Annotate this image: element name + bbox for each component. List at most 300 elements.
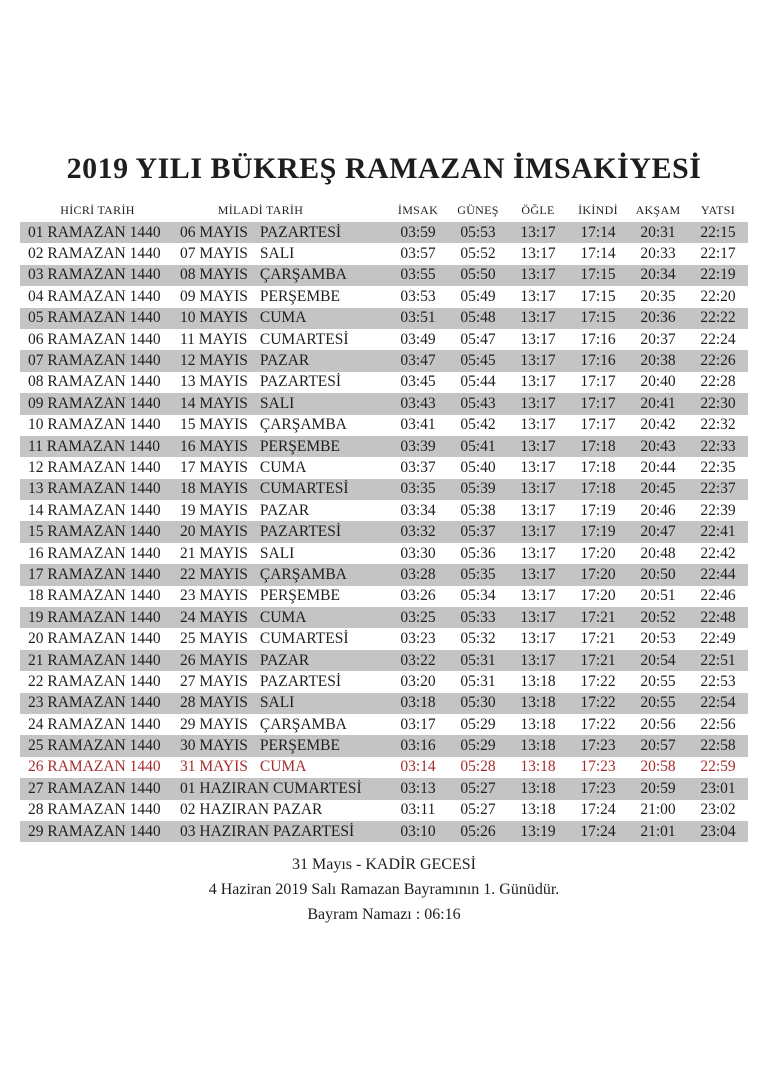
miladi-date-cell (175, 758, 388, 776)
aksam-time-cell: 20:59 (640, 779, 676, 797)
miladi-date-cell (175, 587, 388, 605)
yatsi-time-cell: 22:28 (700, 373, 736, 391)
ikindi-time-cell: 17:17 (580, 373, 616, 391)
table-row (20, 500, 748, 521)
miladi-day-number: 13 MAYIS (180, 373, 248, 391)
gunes-time-cell: 05:28 (460, 758, 496, 776)
gunes-time-cell: 05:45 (460, 352, 496, 370)
imsak-time-cell: 03:55 (400, 266, 436, 284)
yatsi-time-cell: 23:04 (700, 822, 736, 840)
yatsi-time-cell: 22:39 (700, 501, 736, 519)
miladi-day-number: 23 MAYIS (180, 587, 248, 605)
yatsi-time-cell: 22:32 (700, 416, 736, 434)
ikindi-time-cell: 17:19 (580, 501, 616, 519)
hicri-date-cell: 09 RAMAZAN 1440 (28, 394, 161, 412)
ikindi-time-cell: 17:19 (580, 523, 616, 541)
ikindi-time-cell: 17:21 (580, 608, 616, 626)
gunes-time-cell: 05:49 (460, 287, 496, 305)
miladi-day-number: 25 MAYIS (180, 630, 248, 648)
ogle-time-cell: 13:17 (520, 587, 556, 605)
miladi-date-cell (175, 395, 388, 413)
aksam-time-cell: 20:46 (640, 501, 676, 519)
miladi-day-number: 18 MAYIS (180, 480, 248, 498)
weekday-name: PAZARTESİ (273, 822, 355, 840)
table-row (20, 372, 748, 393)
imsak-time-cell: 03:57 (400, 245, 436, 263)
imsak-time-cell: 03:53 (400, 287, 436, 305)
hicri-date-cell: 15 RAMAZAN 1440 (28, 523, 161, 541)
table-row (20, 564, 748, 585)
miladi-day-number: 28 MAYIS (180, 694, 248, 712)
weekday-name: PAZARTESİ (259, 523, 342, 541)
imsak-time-cell: 03:25 (400, 608, 436, 626)
table-row (20, 479, 748, 500)
ogle-time-cell: 13:17 (520, 437, 556, 455)
ikindi-time-cell: 17:23 (580, 779, 616, 797)
miladi-day-number: 30 MAYIS (180, 737, 248, 755)
ikindi-time-cell: 17:14 (580, 245, 616, 263)
table-row (20, 308, 748, 329)
miladi-date-cell (175, 801, 388, 819)
aksam-time-cell: 20:34 (640, 266, 676, 284)
hicri-date-cell: 11 RAMAZAN 1440 (28, 437, 161, 455)
weekday-name: PAZARTESİ (259, 223, 342, 241)
miladi-date-cell (175, 480, 388, 498)
weekday-name: ÇARŞAMBA (259, 416, 347, 434)
col-header-hicri-tarih: HİCRİ TARİH (60, 203, 135, 217)
page-title: 2019 YILI BÜKREŞ RAMAZAN İMSAKİYESİ (66, 152, 702, 185)
imsak-time-cell: 03:39 (400, 437, 436, 455)
aksam-time-cell: 20:43 (640, 437, 676, 455)
table-row (20, 329, 748, 350)
imsak-time-cell: 03:28 (400, 565, 436, 583)
kadir-gecesi-note: 31 Mayıs - KADİR GECESİ (292, 856, 476, 873)
imsak-time-cell: 03:41 (400, 416, 436, 434)
ogle-time-cell: 13:18 (520, 694, 556, 712)
hicri-date-cell: 21 RAMAZAN 1440 (28, 651, 161, 669)
yatsi-time-cell: 23:01 (700, 779, 736, 797)
ikindi-time-cell: 17:21 (580, 630, 616, 648)
ogle-time-cell: 13:17 (520, 565, 556, 583)
ogle-time-cell: 13:17 (520, 651, 556, 669)
imsak-time-cell: 03:13 (400, 779, 436, 797)
imsak-time-cell: 03:23 (400, 630, 436, 648)
miladi-day-number: 01 HAZIRAN (180, 779, 270, 797)
hicri-date-cell: 26 RAMAZAN 1440 (28, 758, 161, 776)
col-header-yatsi: YATSI (700, 203, 736, 217)
col-header-ogle: ÖĞLE (521, 203, 555, 217)
aksam-time-cell: 21:01 (640, 822, 676, 840)
hicri-date-cell: 20 RAMAZAN 1440 (28, 630, 161, 648)
weekday-name: CUMARTESİ (259, 480, 349, 498)
weekday-name: ÇARŞAMBA (259, 565, 347, 583)
ikindi-time-cell: 17:16 (580, 330, 616, 348)
gunes-time-cell: 05:33 (460, 608, 496, 626)
aksam-time-cell: 20:35 (640, 287, 676, 305)
ikindi-time-cell: 17:24 (580, 801, 616, 819)
weekday-name: PERŞEMBE (259, 737, 340, 755)
imsak-time-cell: 03:26 (400, 587, 436, 605)
weekday-name: PERŞEMBE (259, 587, 340, 605)
ikindi-time-cell: 17:23 (580, 737, 616, 755)
ikindi-time-cell: 17:22 (580, 715, 616, 733)
aksam-time-cell: 20:52 (640, 608, 676, 626)
yatsi-time-cell: 22:17 (700, 245, 736, 263)
hicri-date-cell: 12 RAMAZAN 1440 (28, 458, 161, 476)
weekday-name: SALI (259, 544, 295, 562)
hicri-date-cell: 24 RAMAZAN 1440 (28, 715, 161, 733)
imsak-time-cell: 03:37 (400, 458, 436, 476)
yatsi-time-cell: 22:30 (700, 394, 736, 412)
ogle-time-cell: 13:18 (520, 779, 556, 797)
ikindi-time-cell: 17:20 (580, 587, 616, 605)
imsak-time-cell: 03:49 (400, 330, 436, 348)
imsak-time-cell: 03:47 (400, 352, 436, 370)
gunes-time-cell: 05:35 (460, 565, 496, 583)
hicri-date-cell: 07 RAMAZAN 1440 (28, 352, 161, 370)
table-header-row (20, 199, 748, 222)
miladi-date-cell (175, 438, 388, 456)
ogle-time-cell: 13:17 (520, 352, 556, 370)
miladi-day-number: 20 MAYIS (180, 523, 248, 541)
miladi-day-number: 17 MAYIS (180, 458, 248, 476)
miladi-date-cell (175, 523, 388, 541)
gunes-time-cell: 05:52 (460, 245, 496, 263)
hicri-date-cell: 19 RAMAZAN 1440 (28, 608, 161, 626)
table-row (20, 243, 748, 264)
bayram-namazi-note: Bayram Namazı : 06:16 (307, 906, 461, 923)
table-row (20, 671, 748, 692)
table-row (20, 393, 748, 414)
ogle-time-cell: 13:19 (520, 822, 556, 840)
miladi-day-number: 21 MAYIS (180, 544, 248, 562)
imsak-time-cell: 03:51 (400, 309, 436, 327)
weekday-name: ÇARŞAMBA (259, 715, 347, 733)
aksam-time-cell: 20:42 (640, 416, 676, 434)
imsak-time-cell: 03:10 (400, 822, 436, 840)
weekday-name: PAZAR (259, 501, 310, 519)
table-row (20, 350, 748, 371)
aksam-time-cell: 20:57 (640, 737, 676, 755)
miladi-day-number: 08 MAYIS (180, 266, 248, 284)
miladi-date-cell (175, 459, 388, 477)
gunes-time-cell: 05:53 (460, 223, 496, 241)
hicri-date-cell: 22 RAMAZAN 1440 (28, 672, 161, 690)
miladi-day-number: 24 MAYIS (180, 608, 248, 626)
weekday-name: SALI (259, 694, 295, 712)
table-row (20, 800, 748, 821)
yatsi-time-cell: 22:56 (700, 715, 736, 733)
ikindi-time-cell: 17:22 (580, 694, 616, 712)
prayer-times-table (20, 199, 748, 842)
ogle-time-cell: 13:17 (520, 544, 556, 562)
aksam-time-cell: 20:54 (640, 651, 676, 669)
miladi-day-number: 11 MAYIS (180, 330, 248, 348)
aksam-time-cell: 20:51 (640, 587, 676, 605)
yatsi-time-cell: 22:51 (700, 651, 736, 669)
yatsi-time-cell: 22:44 (700, 565, 736, 583)
yatsi-time-cell: 22:24 (700, 330, 736, 348)
miladi-date-cell (175, 309, 388, 327)
hicri-date-cell: 28 RAMAZAN 1440 (28, 801, 161, 819)
table-row (20, 265, 748, 286)
table-row (20, 286, 748, 307)
gunes-time-cell: 05:27 (460, 801, 496, 819)
ogle-time-cell: 13:17 (520, 223, 556, 241)
yatsi-time-cell: 22:35 (700, 458, 736, 476)
ogle-time-cell: 13:17 (520, 501, 556, 519)
gunes-time-cell: 05:40 (460, 458, 496, 476)
gunes-time-cell: 05:31 (460, 672, 496, 690)
imsak-time-cell: 03:22 (400, 651, 436, 669)
gunes-time-cell: 05:36 (460, 544, 496, 562)
aksam-time-cell: 20:48 (640, 544, 676, 562)
aksam-time-cell: 20:44 (640, 458, 676, 476)
miladi-day-number: 31 MAYIS (180, 758, 248, 776)
gunes-time-cell: 05:29 (460, 715, 496, 733)
gunes-time-cell: 05:27 (460, 779, 496, 797)
imsak-time-cell: 03:11 (400, 801, 436, 819)
ogle-time-cell: 13:17 (520, 608, 556, 626)
imsak-time-cell: 03:35 (400, 480, 436, 498)
table-row (20, 821, 748, 842)
ikindi-time-cell: 17:20 (580, 544, 616, 562)
miladi-day-number: 26 MAYIS (180, 651, 248, 669)
col-header-miladi-tarih: MİLADİ TARİH (217, 203, 304, 217)
aksam-time-cell: 20:55 (640, 694, 676, 712)
imsak-time-cell: 03:32 (400, 523, 436, 541)
yatsi-time-cell: 22:26 (700, 352, 736, 370)
ikindi-time-cell: 17:15 (580, 309, 616, 327)
imsak-time-cell: 03:45 (400, 373, 436, 391)
miladi-day-number: 27 MAYIS (180, 672, 248, 690)
gunes-time-cell: 05:31 (460, 651, 496, 669)
table-row (20, 222, 748, 243)
gunes-time-cell: 05:48 (460, 309, 496, 327)
hicri-date-cell: 18 RAMAZAN 1440 (28, 587, 161, 605)
table-row (20, 457, 748, 478)
ogle-time-cell: 13:17 (520, 330, 556, 348)
imsak-time-cell: 03:14 (400, 758, 436, 776)
yatsi-time-cell: 22:54 (700, 694, 736, 712)
weekday-name: ÇARŞAMBA (259, 266, 347, 284)
ikindi-time-cell: 17:15 (580, 266, 616, 284)
miladi-date-cell (175, 288, 388, 306)
aksam-time-cell: 21:00 (640, 801, 676, 819)
aksam-time-cell: 20:41 (640, 394, 676, 412)
table-body (20, 222, 748, 842)
miladi-date-cell (175, 652, 388, 670)
miladi-day-number: 12 MAYIS (180, 352, 248, 370)
hicri-date-cell: 05 RAMAZAN 1440 (28, 309, 161, 327)
miladi-date-cell (175, 716, 388, 734)
aksam-time-cell: 20:58 (640, 758, 676, 776)
ikindi-time-cell: 17:22 (580, 672, 616, 690)
yatsi-time-cell: 22:42 (700, 544, 736, 562)
aksam-time-cell: 20:37 (640, 330, 676, 348)
table-row (20, 650, 748, 671)
table-row (20, 778, 748, 799)
ogle-time-cell: 13:17 (520, 416, 556, 434)
gunes-time-cell: 05:32 (460, 630, 496, 648)
weekday-name: PAZARTESİ (259, 672, 342, 690)
hicri-date-cell: 03 RAMAZAN 1440 (28, 266, 161, 284)
yatsi-time-cell: 22:58 (700, 737, 736, 755)
table-row (20, 757, 748, 778)
hicri-date-cell: 17 RAMAZAN 1440 (28, 565, 161, 583)
table-row (20, 586, 748, 607)
miladi-date-cell (175, 245, 388, 263)
table-row (20, 543, 748, 564)
hicri-date-cell: 14 RAMAZAN 1440 (28, 501, 161, 519)
miladi-day-number: 07 MAYIS (180, 245, 248, 263)
miladi-date-cell (175, 823, 388, 841)
ogle-time-cell: 13:17 (520, 266, 556, 284)
ikindi-time-cell: 17:17 (580, 416, 616, 434)
weekday-name: PAZAR (259, 352, 310, 370)
weekday-name: PAZARTESİ (259, 373, 342, 391)
hicri-date-cell: 02 RAMAZAN 1440 (28, 245, 161, 263)
miladi-date-cell (175, 737, 388, 755)
hicri-date-cell: 16 RAMAZAN 1440 (28, 544, 161, 562)
miladi-day-number: 10 MAYIS (180, 309, 248, 327)
hicri-date-cell: 01 RAMAZAN 1440 (28, 223, 161, 241)
gunes-time-cell: 05:26 (460, 822, 496, 840)
yatsi-time-cell: 22:53 (700, 672, 736, 690)
table-row (20, 607, 748, 628)
ogle-time-cell: 13:17 (520, 523, 556, 541)
weekday-name: SALI (259, 394, 295, 412)
aksam-time-cell: 20:53 (640, 630, 676, 648)
miladi-day-number: 14 MAYIS (180, 394, 248, 412)
miladi-day-number: 09 MAYIS (180, 287, 248, 305)
yatsi-time-cell: 22:41 (700, 523, 736, 541)
weekday-name: CUMA (259, 758, 307, 776)
aksam-time-cell: 20:47 (640, 523, 676, 541)
hicri-date-cell: 25 RAMAZAN 1440 (28, 737, 161, 755)
ogle-time-cell: 13:17 (520, 480, 556, 498)
aksam-time-cell: 20:40 (640, 373, 676, 391)
weekday-name: CUMARTESİ (273, 779, 362, 797)
miladi-date-cell (175, 502, 388, 520)
col-header-ikindi: İKİNDİ (578, 203, 618, 217)
hicri-date-cell: 13 RAMAZAN 1440 (28, 480, 161, 498)
ikindi-time-cell: 17:14 (580, 223, 616, 241)
hicri-date-cell: 23 RAMAZAN 1440 (28, 694, 161, 712)
weekday-name: CUMARTESİ (259, 330, 349, 348)
ikindi-time-cell: 17:24 (580, 822, 616, 840)
ogle-time-cell: 13:17 (520, 287, 556, 305)
table-row (20, 521, 748, 542)
aksam-time-cell: 20:36 (640, 309, 676, 327)
imsak-time-cell: 03:18 (400, 694, 436, 712)
hicri-date-cell: 27 RAMAZAN 1440 (28, 779, 161, 797)
aksam-time-cell: 20:31 (640, 223, 676, 241)
weekday-name: PERŞEMBE (259, 287, 340, 305)
miladi-date-cell (175, 331, 388, 349)
weekday-name: SALI (259, 245, 295, 263)
ikindi-time-cell: 17:23 (580, 758, 616, 776)
table-row (20, 628, 748, 649)
ikindi-time-cell: 17:16 (580, 352, 616, 370)
miladi-date-cell (175, 373, 388, 391)
gunes-time-cell: 05:43 (460, 394, 496, 412)
yatsi-time-cell: 22:15 (700, 223, 736, 241)
gunes-time-cell: 05:39 (460, 480, 496, 498)
ogle-time-cell: 13:17 (520, 245, 556, 263)
ogle-time-cell: 13:18 (520, 672, 556, 690)
aksam-time-cell: 20:45 (640, 480, 676, 498)
hicri-date-cell: 04 RAMAZAN 1440 (28, 287, 161, 305)
gunes-time-cell: 05:37 (460, 523, 496, 541)
imsak-time-cell: 03:20 (400, 672, 436, 690)
weekday-name: CUMARTESİ (259, 630, 349, 648)
miladi-day-number: 02 HAZIRAN (180, 801, 270, 819)
ogle-time-cell: 13:17 (520, 309, 556, 327)
ogle-time-cell: 13:17 (520, 458, 556, 476)
imsak-time-cell: 03:43 (400, 394, 436, 412)
aksam-time-cell: 20:55 (640, 672, 676, 690)
table-row (20, 714, 748, 735)
ogle-time-cell: 13:18 (520, 737, 556, 755)
ogle-time-cell: 13:18 (520, 715, 556, 733)
miladi-day-number: 29 MAYIS (180, 715, 248, 733)
gunes-time-cell: 05:44 (460, 373, 496, 391)
col-header-gunes: GÜNEŞ (457, 203, 499, 217)
ogle-time-cell: 13:17 (520, 394, 556, 412)
ikindi-time-cell: 17:20 (580, 565, 616, 583)
ogle-time-cell: 13:17 (520, 373, 556, 391)
weekday-name: PAZAR (259, 651, 310, 669)
imsak-time-cell: 03:17 (400, 715, 436, 733)
table-row (20, 693, 748, 714)
yatsi-time-cell: 22:37 (700, 480, 736, 498)
imsak-time-cell: 03:59 (400, 223, 436, 241)
gunes-time-cell: 05:50 (460, 266, 496, 284)
aksam-time-cell: 20:50 (640, 565, 676, 583)
gunes-time-cell: 05:38 (460, 501, 496, 519)
miladi-day-number: 19 MAYIS (180, 501, 248, 519)
yatsi-time-cell: 22:33 (700, 437, 736, 455)
miladi-date-cell (175, 352, 388, 370)
weekday-name: CUMA (259, 608, 307, 626)
miladi-date-cell (175, 673, 388, 691)
footer-notes (0, 852, 768, 927)
gunes-time-cell: 05:41 (460, 437, 496, 455)
ikindi-time-cell: 17:17 (580, 394, 616, 412)
table-row (20, 415, 748, 436)
table-row (20, 436, 748, 457)
miladi-date-cell (175, 566, 388, 584)
yatsi-time-cell: 23:02 (700, 801, 736, 819)
imsak-time-cell: 03:34 (400, 501, 436, 519)
aksam-time-cell: 20:33 (640, 245, 676, 263)
miladi-date-cell (175, 609, 388, 627)
weekday-name: PERŞEMBE (259, 437, 340, 455)
miladi-day-number: 06 MAYIS (180, 223, 248, 241)
imsak-time-cell: 03:16 (400, 737, 436, 755)
col-header-imsak: İMSAK (397, 203, 439, 217)
miladi-date-cell (175, 224, 388, 242)
yatsi-time-cell: 22:48 (700, 608, 736, 626)
miladi-date-cell (175, 416, 388, 434)
gunes-time-cell: 05:29 (460, 737, 496, 755)
miladi-date-cell (175, 694, 388, 712)
yatsi-time-cell: 22:49 (700, 630, 736, 648)
yatsi-time-cell: 22:20 (700, 287, 736, 305)
gunes-time-cell: 05:34 (460, 587, 496, 605)
ogle-time-cell: 13:18 (520, 801, 556, 819)
